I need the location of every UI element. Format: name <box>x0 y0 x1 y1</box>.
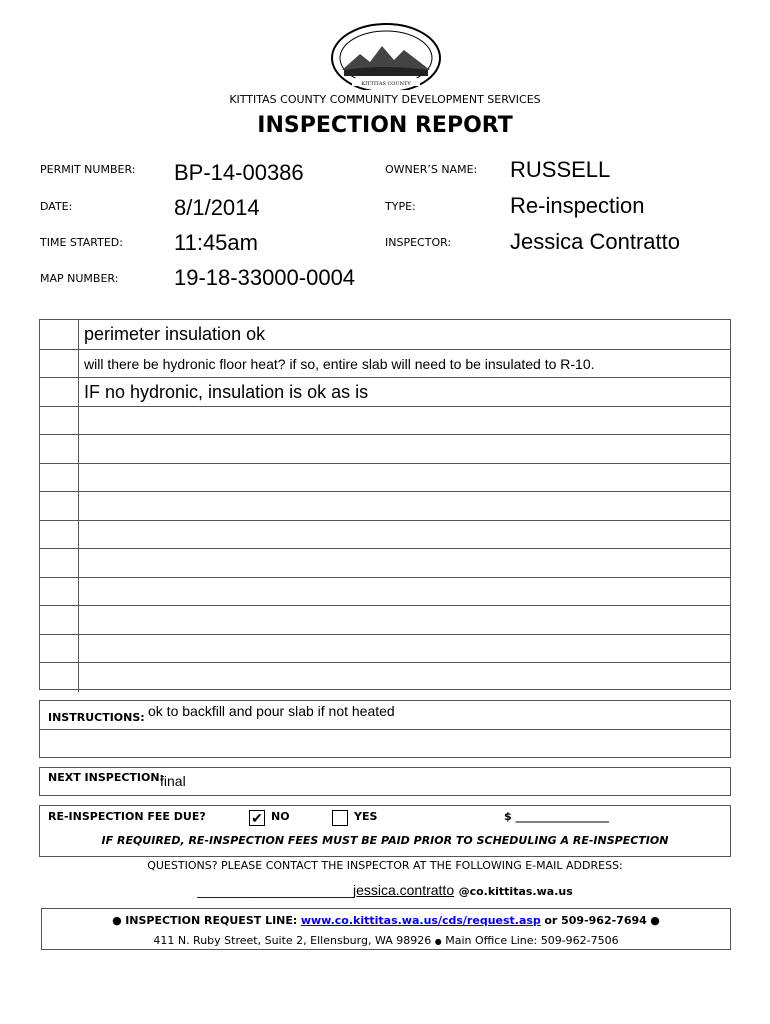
notes-row <box>40 520 730 550</box>
permit-number-label: PERMIT NUMBER: <box>40 163 136 176</box>
notes-cell[interactable]: IF no hydronic, insulation is ok as is <box>78 378 368 407</box>
request-phone: or 509-962-7694 <box>544 914 647 927</box>
notes-cell[interactable] <box>78 606 84 635</box>
owner-name-label: OWNER’S NAME: <box>385 163 478 176</box>
notes-row <box>40 577 730 607</box>
footer-box <box>41 908 731 950</box>
notes-cell[interactable] <box>78 521 84 550</box>
type-value[interactable]: Re-inspection <box>510 193 645 218</box>
notes-cell[interactable] <box>78 464 84 493</box>
notes-cell[interactable]: will there be hydronic floor heat? if so, entire slab will need to be insulated to R-10. <box>78 350 595 379</box>
bullet-icon: ● <box>650 914 660 927</box>
email-user[interactable]: jessica.contratto <box>352 882 455 898</box>
instructions-value[interactable]: ok to backfill and pour slab if not heated <box>148 703 395 719</box>
notes-row <box>40 605 730 635</box>
notes-row <box>40 634 730 664</box>
notes-row <box>40 434 730 464</box>
map-number-label: MAP NUMBER: <box>40 272 119 285</box>
inspector-email <box>0 882 770 900</box>
notes-cell[interactable] <box>78 549 84 578</box>
notes-row <box>40 463 730 493</box>
reinspection-fee-box <box>39 805 731 857</box>
notes-cell[interactable] <box>78 407 84 436</box>
notes-cell[interactable] <box>78 663 84 692</box>
type-label: TYPE: <box>385 200 416 213</box>
agency-name: KITTITAS COUNTY COMMUNITY DEVELOPMENT SERVICES <box>229 93 541 106</box>
request-line-label: INSPECTION REQUEST LINE: <box>125 914 298 927</box>
office-address: 411 N. Ruby Street, Suite 2, Ellensburg, WA 98926 <box>153 934 432 947</box>
date-value[interactable]: 8/1/2014 <box>174 195 260 220</box>
inspector-value[interactable]: Jessica Contratto <box>510 229 680 254</box>
reinspection-fee-label: RE-INSPECTION FEE DUE? <box>48 810 206 823</box>
next-inspection-label: NEXT INSPECTION: <box>48 771 164 784</box>
email-domain: @co.kittitas.wa.us <box>458 885 573 898</box>
bullet-icon: ● <box>112 914 122 927</box>
next-inspection-value[interactable]: final <box>160 773 186 789</box>
fee-no-label: NO <box>271 810 290 823</box>
fee-amount-field[interactable]: $ _________________ <box>504 810 609 823</box>
permit-number-value[interactable]: BP-14-00386 <box>174 160 304 185</box>
county-seal-logo <box>330 20 442 90</box>
instructions-box <box>39 700 731 758</box>
email-blank: ____________________ <box>197 882 353 898</box>
map-number-value[interactable]: 19-18-33000-0004 <box>174 265 356 290</box>
next-inspection-box <box>39 767 731 796</box>
notes-row <box>40 491 730 521</box>
notes-cell[interactable] <box>78 435 84 464</box>
request-line <box>42 914 730 927</box>
bullet-icon: ● <box>434 937 442 946</box>
time-started-value[interactable]: 11:45am <box>174 230 258 255</box>
date-label: DATE: <box>40 200 73 213</box>
fee-no-checkbox[interactable]: ✔ <box>249 810 265 826</box>
fee-yes-checkbox[interactable] <box>332 810 348 826</box>
request-url-link[interactable]: www.co.kittitas.wa.us/cds/request.asp <box>300 914 541 927</box>
notes-row <box>40 548 730 578</box>
notes-row <box>40 377 730 407</box>
svg-text:KITTITAS COUNTY: KITTITAS COUNTY <box>361 81 411 87</box>
notes-row <box>40 662 730 692</box>
notes-cell[interactable] <box>78 635 84 664</box>
owner-name-value[interactable]: RUSSELL <box>510 157 611 182</box>
page-title: INSPECTION REPORT <box>257 113 513 138</box>
notes-table <box>39 319 731 690</box>
fee-yes-label: YES <box>354 810 378 823</box>
office-phone: Main Office Line: 509-962-7506 <box>445 934 619 947</box>
address-line <box>42 934 730 947</box>
inspector-label: INSPECTOR: <box>385 236 452 249</box>
fee-notice: IF REQUIRED, RE-INSPECTION FEES MUST BE PAID PRIOR TO SCHEDULING A RE-INSPECTION <box>101 834 669 847</box>
instructions-label: INSTRUCTIONS: <box>48 711 145 724</box>
notes-cell[interactable] <box>78 578 84 607</box>
time-started-label: TIME STARTED: <box>40 236 123 249</box>
notes-row <box>40 349 730 379</box>
notes-row <box>40 320 730 349</box>
notes-cell[interactable]: perimeter insulation ok <box>78 320 265 349</box>
questions-text: QUESTIONS? PLEASE CONTACT THE INSPECTOR AT THE FOLLOWING E-MAIL ADDRESS: <box>147 859 623 872</box>
notes-cell[interactable] <box>78 492 84 521</box>
notes-row <box>40 406 730 436</box>
